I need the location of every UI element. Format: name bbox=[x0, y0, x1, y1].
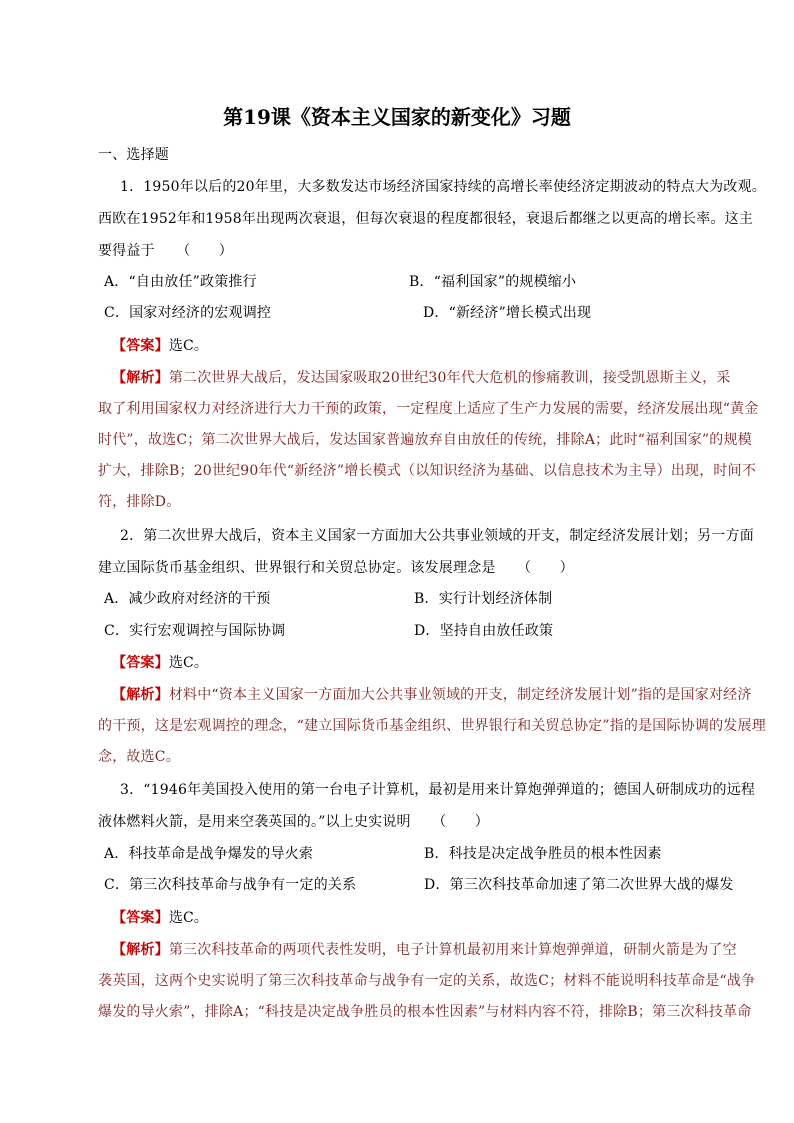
q3-stem-line-1: 3．“1946年美国投入使用的第一台电子计算机，最初是用来计算炮弹弹道的；德国人研制成功的远程 bbox=[120, 782, 756, 798]
answer-tag: 【答案】 bbox=[112, 338, 169, 354]
q2-analysis-line-1 bbox=[112, 685, 752, 705]
q3-answer bbox=[112, 908, 208, 928]
q1-stem-line-3: 要得益于 （ ） bbox=[98, 243, 233, 259]
page-title: 第19课《资本主义国家的新变化》习题 bbox=[223, 105, 571, 129]
answer-text: 选C。 bbox=[168, 910, 209, 926]
q3-stem-line-2: 液体燃料火箭，是用来空袭英国的。”以上史实说明 （ ） bbox=[98, 814, 489, 830]
q3-option-d: D．第三次科技革命加速了第二次世界大战的爆发 bbox=[424, 877, 734, 893]
q3-analysis-line-3: 爆发的导火索”，排除A；“科技是决定战争胜员的根本性因素”与材料内容不符，排除B；第三次科技革命 bbox=[98, 1004, 752, 1020]
q2-option-c: C．实行宏观调控与国际协调 bbox=[104, 623, 286, 639]
analysis-tag: 【解析】 bbox=[112, 687, 169, 703]
analysis-tag: 【解析】 bbox=[112, 942, 169, 958]
analysis-text: 第三次科技革命的两项代表性发明，电子计算机最初用来计算炮弹弹道，研制火箭是为了空 bbox=[168, 942, 737, 958]
q2-stem-line-2: 建立国际货币基金组织、世界银行和关贸总协定。该发展理念是 （ ） bbox=[98, 560, 574, 576]
analysis-text: 第二次世界大战后，发达国家吸取20世纪30年代大危机的惨痛教训，接受凯恩斯主义，采 bbox=[168, 370, 731, 386]
answer-text: 选C。 bbox=[168, 338, 209, 354]
q2-stem-line-1: 2．第二次世界大战后，资本主义国家一方面加大公共事业领域的开支，制定经济发展计划；另一方面 bbox=[120, 528, 754, 544]
q1-option-d: D．“新经济”增长模式出现 bbox=[423, 305, 592, 321]
answer-text: 选C。 bbox=[168, 655, 209, 671]
q2-answer bbox=[112, 653, 208, 673]
q1-stem-line-1: 1．1950年以后的20年里，大多数发达市场经济国家持续的高增长率使经济定期波动的特点大为改观。 bbox=[120, 179, 766, 195]
q1-option-b: B．“福利国家”的规模缩小 bbox=[409, 274, 577, 290]
q1-analysis-line-4: 扩大，排除B；20世纪90年代“新经济”增长模式（以知识经济为基础、以信息技术为主导）出现，时间不 bbox=[98, 463, 757, 479]
q3-option-b: B．科技是决定战争胜员的根本性因素 bbox=[424, 846, 662, 862]
section-heading: 一、选择题 bbox=[98, 147, 169, 163]
q2-option-d: D．坚持自由放任政策 bbox=[414, 623, 554, 639]
q3-option-a: A．科技革命是战争爆发的导火索 bbox=[104, 846, 314, 862]
answer-tag: 【答案】 bbox=[112, 910, 169, 926]
q2-analysis-line-3: 念，故选C。 bbox=[98, 749, 180, 765]
q2-option-b: B．实行计划经济体制 bbox=[414, 591, 553, 607]
q3-analysis-line-2: 袭英国，这两个史实说明了第三次科技革命与战争有一定的关系，故选C；材料不能说明科技革命是“战争 bbox=[98, 973, 756, 989]
answer-tag: 【答案】 bbox=[112, 655, 169, 671]
q3-analysis-line-1 bbox=[112, 940, 737, 960]
analysis-text: 材料中“资本主义国家一方面加大公共事业领域的开支，制定经济发展计划”指的是国家对经济 bbox=[168, 687, 752, 703]
q1-stem-line-2: 西欧在1952年和1958年出现两次衰退，但每次衰退的程度都很轻，衰退后都继之以更高的增长率。这主 bbox=[98, 211, 754, 227]
q2-analysis-line-2: 的干预，这是宏观调控的理念，“建立国际货币基金组织、世界银行和关贸总协定”指的是国际协调的发展理 bbox=[98, 718, 766, 734]
q1-option-a: A．“自由放任”政策推行 bbox=[104, 274, 257, 290]
q1-analysis-line-1 bbox=[112, 368, 731, 388]
q3-option-c: C．第三次科技革命与战争有一定的关系 bbox=[104, 877, 357, 893]
q2-option-a: A．减少政府对经济的干预 bbox=[104, 591, 271, 607]
q1-analysis-line-3: 时代”，故选C；第二次世界大战后，发达国家普遍放弃自由放任的传统，排除A；此时“福利国家”的规模 bbox=[98, 432, 752, 448]
analysis-tag: 【解析】 bbox=[112, 370, 169, 386]
q1-analysis-line-2: 取了利用国家权力对经济进行大力干预的政策，一定程度上适应了生产力发展的需要，经济发展出现“黄金 bbox=[98, 401, 759, 417]
q1-analysis-line-5: 符，排除D。 bbox=[98, 494, 181, 510]
q1-option-c: C．国家对经济的宏观调控 bbox=[104, 305, 272, 321]
q1-answer bbox=[112, 336, 208, 356]
